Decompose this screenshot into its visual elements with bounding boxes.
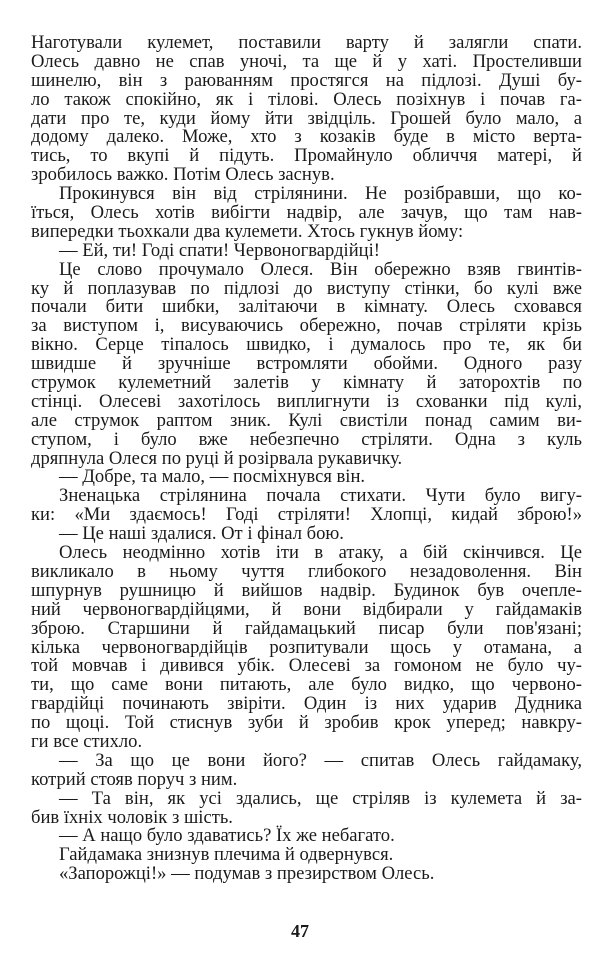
text-line: ний червоногвардійцями, й вони відбирали у гайдамаків <box>31 598 582 620</box>
text-line: за виступом і, висуваючись обережно, почав стріляти крізь <box>31 315 582 337</box>
text-line: ку й поплазував по підлозі до виступу стінки, бо кулі вже <box>31 277 582 299</box>
text-line: — За що це вони його? — спитав Олесь гайдамаку, <box>59 749 582 771</box>
text-line: почали бити шибки, залітаючи в кімнату. Олесь сховався <box>31 296 582 318</box>
text-line: кілька червоногвардійців розпитували щось у отамана, а <box>31 636 582 658</box>
text-line: зробилось важко. Потім Олесь заснув. <box>31 164 335 186</box>
text-line: — Та він, як усі здались, ще стріляв із кулемета й за- <box>59 787 582 809</box>
page-number: 47 <box>291 921 309 941</box>
text-line: той мовчав і дивився убік. Олесеві за гомоном не було чу- <box>31 655 582 677</box>
text-line: по щоці. Той стиснув зуби й зробив крок уперед; навкру- <box>31 712 582 734</box>
text-line: викликало в ньому чуття глибокого незадоволення. Він <box>31 560 582 582</box>
text-line: Зненацька стрілянина почала стихати. Чути було вигу- <box>59 485 582 507</box>
text-line: швидше й зручніше встромляти обойми. Одного разу <box>31 353 582 375</box>
text-line: випередки тьохкали два кулемети. Хтось гукнув йому: <box>31 220 464 242</box>
text-line: стінці. Олесеві захотілось виплигнути із схованки під кулі, <box>31 390 582 412</box>
text-line: ги все стихло. <box>31 730 143 752</box>
text-line: — Ей, ти! Годі спати! Червоногвардійці! <box>59 239 380 261</box>
text-line: додому далеко. Може, хто з козаків буде в місто верта- <box>31 126 582 148</box>
text-line: Прокинувся він від стрілянини. Не розібравши, що ко- <box>59 183 582 205</box>
text-line: — Це наші здалися. От і фінал бою. <box>59 523 344 545</box>
text-line: «Запорожці!» — подумав з презирством Олесь. <box>59 863 435 885</box>
text-line: ло також спокійно, як і тілові. Олесь позіхнув і почав га- <box>31 88 582 110</box>
text-line: ти, що саме вони питають, але було видко, що червоно- <box>31 674 582 696</box>
text-line: бив їхніх чоловік з шість. <box>31 806 233 828</box>
text-line: шпурнув рушницю й вийшов надвір. Будинок був очепле- <box>31 579 582 601</box>
text-line: зброю. Старшини й гайдамацький писар були пов'язані; <box>31 617 582 639</box>
text-line: шинелю, він з раюванням простягся на підлозі. Душі бу- <box>31 69 582 91</box>
text-line: Це слово прочумало Олеся. Він обережно взяв гвинтів- <box>59 258 582 280</box>
text-line: котрий стояв поруч з ним. <box>31 768 238 790</box>
body-text <box>31 34 582 884</box>
text-line: Гайдамака знизнув плечима й одвернувся. <box>59 844 394 866</box>
text-line: — Добре, та мало, — посміхнувся він. <box>59 466 366 488</box>
text-line: ки: «Ми здаємось! Годі стріляти! Хлопці, кидай зброю!» <box>31 504 582 526</box>
text-line: Олесь давно не спав уночі, та ще й у хаті. Простеливши <box>31 50 582 72</box>
text-line: гвардійці починають звіріти. Один із них ударив Дудника <box>31 693 582 715</box>
text-line: але струмок раптом зник. Кулі свистіли понад самим ви- <box>31 409 582 431</box>
text-line: дряпнула Олеся по руці й розірвала рукавичку. <box>31 447 403 469</box>
text-line: їться, Олесь хотів вибігти надвір, але зачув, що там нав- <box>31 202 582 224</box>
text-line: струмок кулеметний залетів у кімнату й заторохтів по <box>31 372 582 394</box>
text-line: дати про те, куди йому йти звідціль. Грошей було мало, а <box>31 107 582 129</box>
text-line: Наготували кулемет, поставили варту й залягли спати. <box>31 32 582 53</box>
text-line: вікно. Серце тіпалось швидко, і думалось про те, як би <box>31 334 582 356</box>
text-line: тись, то вкупі й підуть. Промайнуло обличчя матері, й <box>31 145 582 167</box>
text-line: Олесь неодмінно хотів іти в атаку, а бій скінчився. Це <box>59 542 582 564</box>
text-line: ступом, і було вже небезпечно стріляти. Одна з куль <box>31 428 582 450</box>
text-line: — А нащо було здаватись? Їх же небагато. <box>59 825 395 847</box>
